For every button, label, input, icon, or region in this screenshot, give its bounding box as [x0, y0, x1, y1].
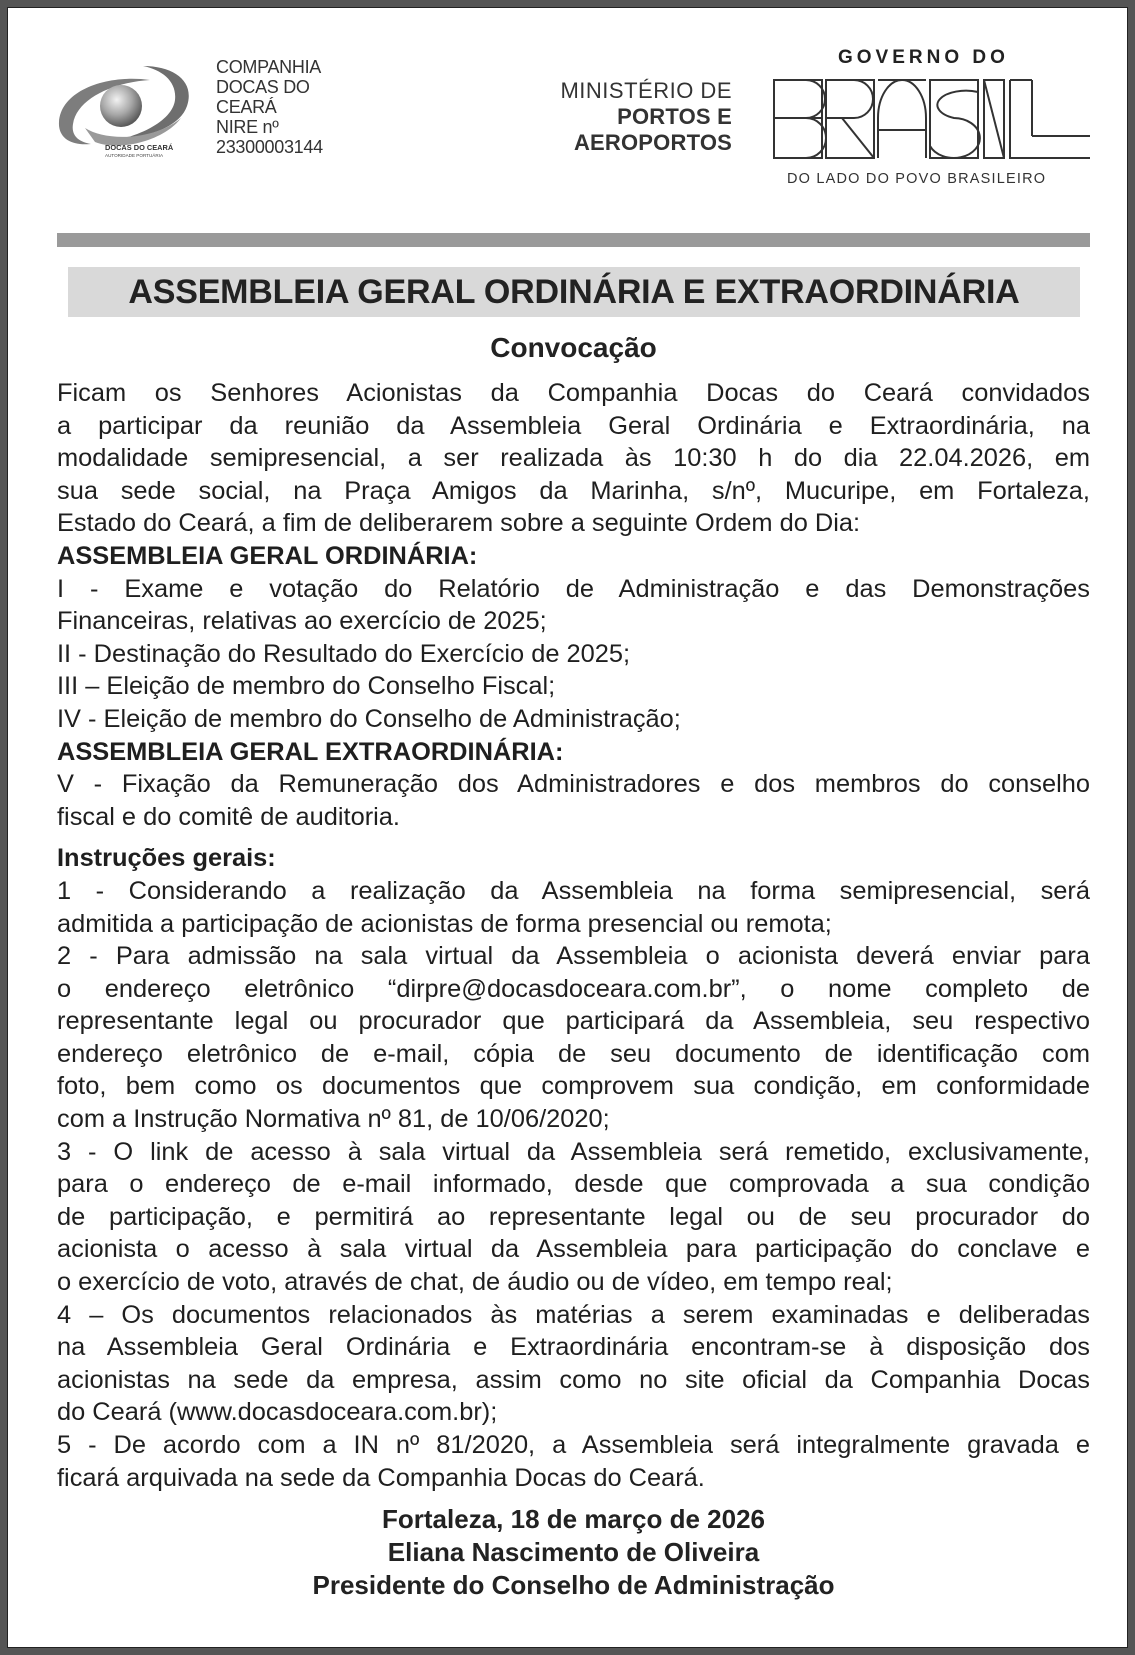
ordinary-heading: ASSEMBLEIA GERAL ORDINÁRIA:	[57, 541, 478, 570]
company-text-line: DOCAS DO	[216, 77, 310, 97]
instruction-line: 4 – Os documentos relacionados às matérias a serem examinadas e deliberadas	[57, 1300, 1090, 1329]
logo-caption-name: DOCAS DO CEARÁ	[105, 143, 174, 152]
docas-do-ceara-logo	[55, 62, 200, 162]
ministry-line: AEROPORTOS	[573, 130, 732, 155]
extraordinary-heading: ASSEMBLEIA GERAL EXTRAORDINÁRIA:	[57, 737, 564, 766]
company-nire-number: 23300003144	[216, 137, 323, 157]
instruction-line: do Ceará (www.docasdoceara.com.br);	[57, 1398, 498, 1427]
signature-name: Eliana Nascimento de Oliveira	[387, 1537, 760, 1567]
company-name-block	[216, 57, 323, 157]
signature-block	[57, 1503, 1090, 1602]
signature-role: Presidente do Conselho de Administração	[312, 1570, 835, 1600]
intro-line: Estado do Ceará, a fim de deliberarem sobre a seguinte Ordem do Dia:	[57, 509, 861, 538]
instruction-line: representante legal ou procurador que participará da Assembleia, seu respectivo	[57, 1007, 1090, 1036]
instruction-line: 1 - Considerando a realização da Assembleia na forma semipresencial, será	[57, 876, 1090, 905]
instruction-line: acionista o acesso à sala virtual da Assembleia para participação do conclave e	[57, 1235, 1090, 1264]
notice-body	[57, 377, 1090, 1494]
header	[0, 0, 1135, 215]
instruction-line: o endereço eletrônico “dirpre@docasdoceara.com.br”, o nome completo de	[57, 974, 1090, 1003]
intro-line: sua sede social, na Praça Amigos da Marinha, s/nº, Mucuripe, em Fortaleza,	[57, 476, 1090, 505]
agenda-item: III – Eleição de membro do Conselho Fiscal;	[57, 672, 556, 701]
instruction-line: na Assembleia Geral Ordinária e Extraordinária encontram-se à disposição dos	[57, 1333, 1090, 1362]
notice-subtitle: Convocação	[490, 332, 657, 363]
intro-line: a participar da reunião da Assembleia Geral Ordinária e Extraordinária, na	[57, 411, 1090, 440]
instruction-line: 2 - Para admissão na sala virtual da Assembleia o acionista deverá enviar para	[57, 942, 1090, 971]
government-slogan: DO LADO DO POVO BRASILEIRO	[787, 171, 1047, 187]
agenda-item: fiscal e do comitê de auditoria.	[57, 802, 400, 831]
instruction-line: com a Instrução Normativa nº 81, de 10/06/2020;	[57, 1105, 610, 1134]
intro-line: modalidade semipresencial, a ser realizada às 10:30 h do dia 22.04.2026, em	[57, 444, 1090, 473]
signature-place-date: Fortaleza, 18 de março de 2026	[382, 1504, 765, 1534]
company-text-line: CEARÁ	[216, 97, 277, 117]
ministry-line: MINISTÉRIO DE	[560, 78, 732, 103]
instructions-heading: Instruções gerais:	[57, 844, 276, 873]
agenda-item: IV - Eleição de membro do Conselho de Administração;	[57, 704, 681, 733]
instruction-line: de participação, e permitirá ao representante legal ou de seu procurador do	[57, 1202, 1090, 1231]
agenda-item: Financeiras, relativas ao exercício de 2025;	[57, 607, 547, 636]
instruction-line: acionistas na sede da empresa, assim como no site oficial da Companhia Docas	[57, 1365, 1090, 1394]
instruction-line: foto, bem como os documentos que comprovem sua condição, em conformidade	[57, 1072, 1090, 1101]
instruction-line: 3 - O link de acesso à sala virtual da Assembleia será remetido, exclusivamente,	[57, 1137, 1090, 1166]
notice-title: ASSEMBLEIA GERAL ORDINÁRIA E EXTRAORDINÁRIA	[128, 273, 1020, 311]
intro-line: Ficam os Senhores Acionistas da Companhia Docas do Ceará convidados	[57, 379, 1090, 407]
company-text-line: NIRE nº	[216, 117, 279, 137]
agenda-item: V - Fixação da Remuneração dos Administradores e dos membros do conselho	[57, 770, 1090, 799]
header-divider	[57, 233, 1090, 247]
instruction-line: admitida a participação de acionistas de forma presencial ou remota;	[57, 909, 832, 938]
company-text-line: COMPANHIA	[216, 57, 321, 77]
ministry-line: PORTOS E	[617, 104, 732, 129]
instruction-line: o exercício de voto, através de chat, de áudio ou de vídeo, em tempo real;	[57, 1268, 893, 1297]
instruction-line: para o endereço de e-mail informado, desde que comprovada a sua condição	[57, 1170, 1090, 1199]
logo-caption-sub: AUTORIDADE PORTUÁRIA	[105, 153, 164, 158]
spacer	[57, 833, 1090, 842]
instruction-line: 5 - De acordo com a IN nº 81/2020, a Assembleia será integralmente gravada e	[57, 1431, 1090, 1459]
ministry-block	[520, 78, 732, 156]
agenda-item: II - Destinação do Resultado do Exercício de 2025;	[57, 639, 631, 668]
brasil-wordmark-logo	[772, 78, 1092, 160]
government-top-text: GOVERNO DO	[838, 47, 1009, 68]
instruction-line: endereço eletrônico de e-mail, cópia de seu documento de identificação com	[57, 1039, 1090, 1068]
instruction-line: ficará arquivada na sede da Companhia Docas do Ceará.	[57, 1463, 705, 1492]
agenda-item: I - Exame e votação do Relatório de Administração e das Demonstrações	[57, 574, 1090, 603]
